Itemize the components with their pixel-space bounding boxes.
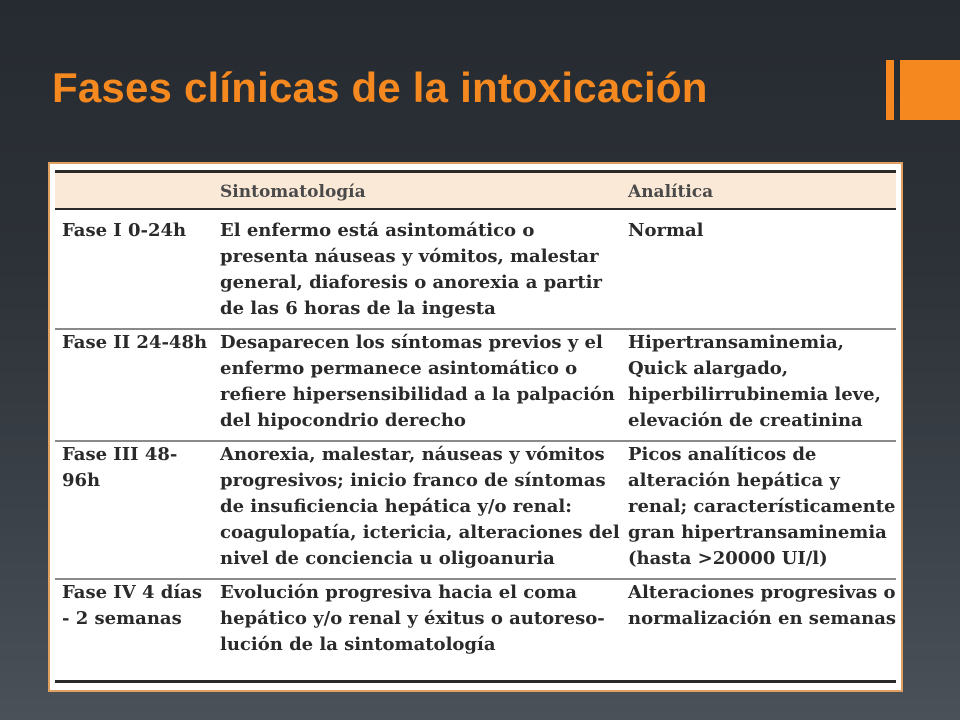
title-accent-bar-thin: [886, 60, 894, 120]
slide-title: Fases clínicas de la intoxicación: [52, 64, 708, 111]
sintomatologia-cell: El enfermo está asintomático o presenta náuseas y vómitos, malestar general, diaforesis o anorexia a partir de las 6 horas de la ingesta: [220, 220, 602, 319]
table-bottom-rule: [55, 680, 896, 683]
sintomatologia-cell: Anorexia, malestar, náuseas y vómitos progresivos; inicio franco de síntomas de insuficiencia hepática y/o renal: coagulopatía, ictericia, alteraciones del nivel de conciencia u oligoanuria: [220, 444, 620, 569]
table-row: [55, 330, 896, 440]
phase-label: Fase I 0-24h: [62, 220, 187, 241]
phase-label: Fase III 48-96h: [62, 444, 178, 491]
table-row: [55, 218, 896, 328]
table-row: [55, 580, 896, 670]
table-row: [55, 442, 896, 578]
analitica-cell: Alteraciones progresivas o normalización en semanas: [628, 582, 896, 629]
phases-table-body: [55, 170, 896, 670]
phases-table: [48, 162, 903, 692]
sintomatologia-cell: Evolución progresiva hacia el coma hepático y/o renal y éxitus o autoresolución de la sintomatología: [220, 582, 605, 655]
analitica-cell: Picos analíticos de alteración hepática y renal; característicamente gran hipertransaminemia (hasta >20000 UI/l): [628, 444, 896, 569]
phase-label: Fase II 24-48h: [62, 332, 208, 353]
analitica-cell: Normal: [628, 220, 704, 241]
header-sintomatologia: Sintomatología: [220, 182, 366, 202]
table-header-row: [55, 170, 896, 210]
header-analitica: Analítica: [628, 182, 714, 202]
sintomatologia-cell: Desaparecen los síntomas previos y el enfermo permanece asintomático o refiere hipersensibilidad a la palpación del hipocondrio derecho: [220, 332, 615, 431]
phase-label: Fase IV 4 días - 2 semanas: [62, 582, 202, 629]
analitica-cell: Hipertransaminemia, Quick alargado, hiperbilirrubinemia leve, elevación de creatinina: [628, 332, 881, 431]
title-accent-bar-thick: [900, 60, 960, 120]
